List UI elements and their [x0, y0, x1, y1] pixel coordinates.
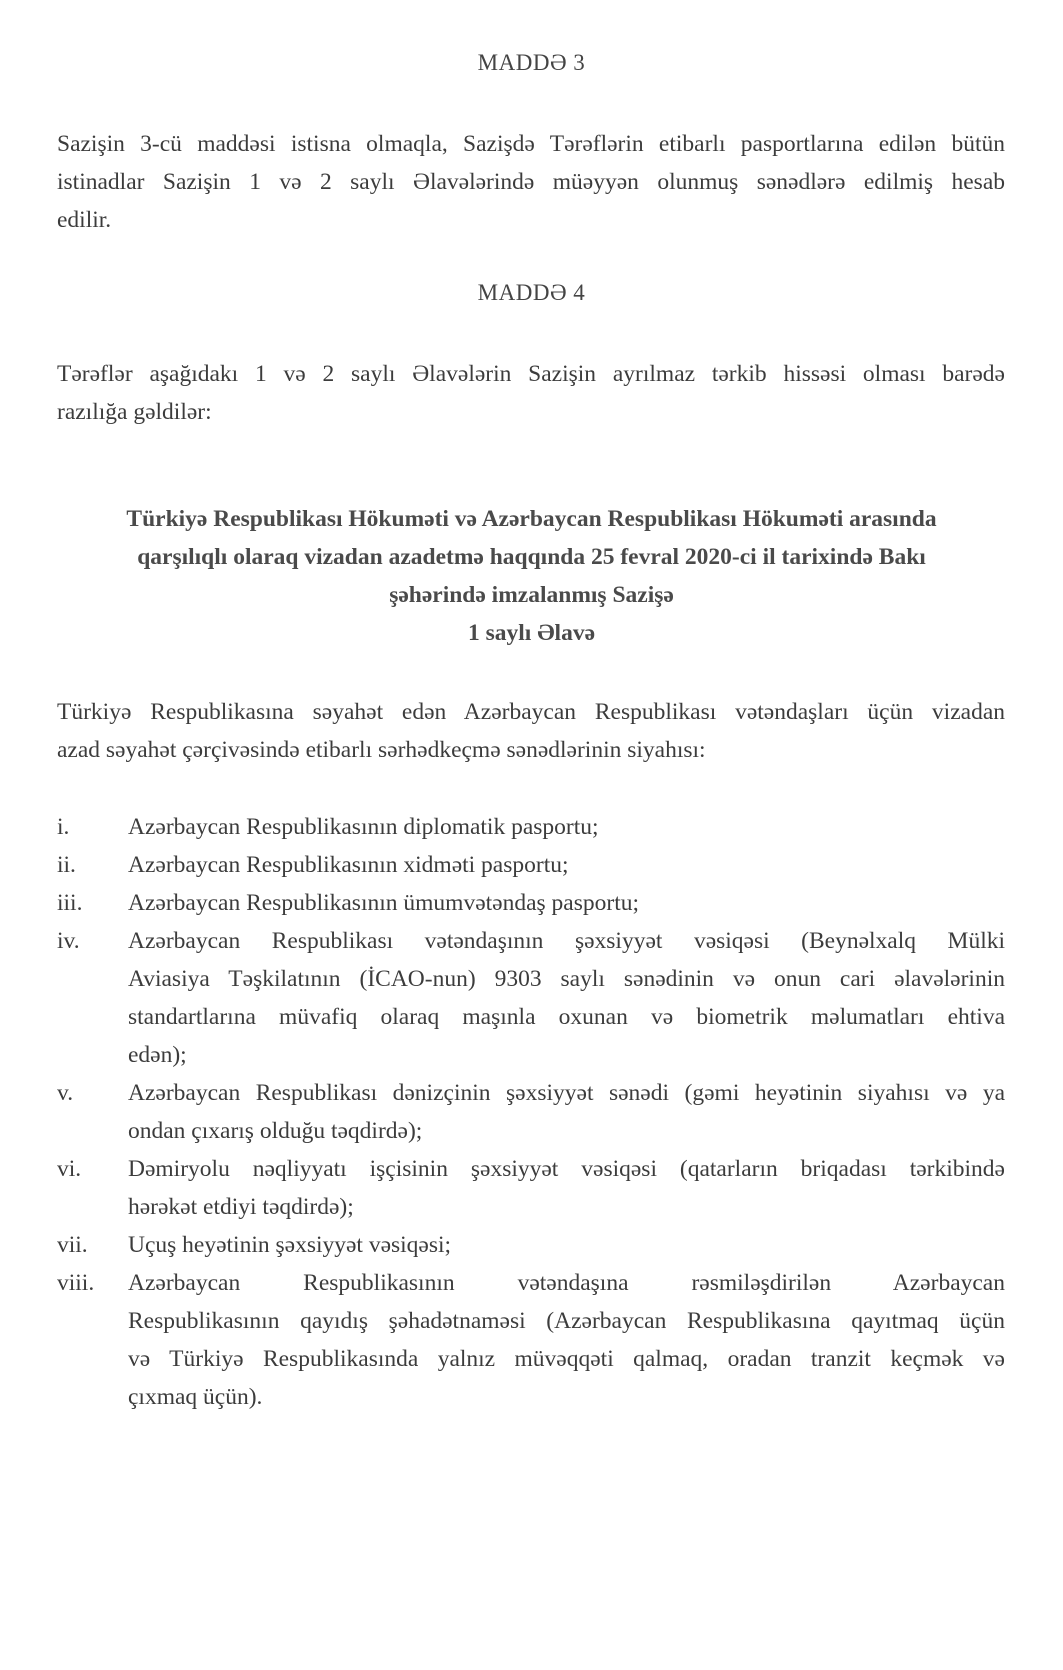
list-item-number: iv.	[57, 928, 80, 954]
paragraph-line: Tərəflər aşağıdakı 1 və 2 saylı Əlavələrin Sazişin ayrılmaz tərkib hissəsi olması barədə	[57, 361, 1005, 387]
article-3-paragraph	[57, 125, 1005, 239]
list-item-text: çıxmaq üçün).	[128, 1384, 263, 1410]
list-item-text: Respublikasının qayıdış şəhadətnaməsi (Azərbaycan Respublikasına qayıtmaq üçün	[128, 1308, 1005, 1334]
paragraph-line: Türkiyə Respublikasına səyahət edən Azərbaycan Respublikası vətəndaşları üçün vizadan	[57, 699, 1005, 725]
article-4-heading: MADDƏ 4	[477, 280, 586, 305]
list-item-number: vi.	[57, 1156, 82, 1182]
list-item-text: standartlarına müvafiq olaraq maşınla oxunan və biometrik məlumatları ehtiva	[128, 1004, 1005, 1030]
list-item-number: v.	[57, 1080, 74, 1106]
list-item-text: Azərbaycan Respublikasının ümumvətəndaş pasportu;	[128, 890, 639, 916]
list-item-text: Uçuş heyətinin şəxsiyyət vəsiqəsi;	[128, 1232, 452, 1258]
list-item-text: Azərbaycan Respublikası dənizçinin şəxsiyyət sənədi (gəmi heyətinin siyahısı və ya	[128, 1080, 1005, 1106]
list-item-number: vii.	[57, 1232, 88, 1258]
list-item-text: ondan çıxarış olduğu təqdirdə);	[128, 1118, 423, 1144]
list-item-number: ii.	[57, 852, 76, 878]
article-4-paragraph	[57, 355, 1005, 431]
list-item-text: Azərbaycan Respublikasının vətəndaşına rəsmiləşdirilən Azərbaycan	[128, 1270, 1005, 1296]
list-item-number: i.	[57, 814, 70, 840]
list-item-text: və Türkiyə Respublikasında yalnız müvəqqəti qalmaq, oradan tranzit keçmək və	[128, 1346, 1005, 1372]
paragraph-line: azad səyahət çərçivəsində etibarlı sərhədkeçmə sənədlərinin siyahısı:	[57, 737, 706, 763]
annex-title-line: qarşılıqlı olaraq vizadan azadetmə haqqında 25 fevral 2020-ci il tarixində Bakı	[137, 544, 926, 570]
paragraph-line: istinadlar Sazişin 1 və 2 saylı Əlavələrində müəyyən olunmuş sənədlərə edilmiş hesab	[57, 169, 1005, 195]
list-item-text: Azərbaycan Respublikasının xidməti pasportu;	[128, 852, 569, 878]
annex-title-line: 1 saylı Əlavə	[467, 620, 596, 646]
annex-title	[60, 500, 1003, 652]
list-item-text: Aviasiya Təşkilatının (İCAO-nun) 9303 saylı sənədinin və onun cari əlavələrinin	[128, 966, 1005, 992]
list-item-text: Azərbaycan Respublikasının diplomatik pasportu;	[128, 814, 599, 840]
annex-intro	[57, 693, 1005, 769]
paragraph-line: Sazişin 3-cü maddəsi istisna olmaqla, Sazişdə Tərəflərin etibarlı pasportlarına edilən bütün	[57, 131, 1005, 157]
paragraph-line: razılığa gəldilər:	[57, 399, 212, 425]
annex-title-line: Türkiyə Respublikası Hökuməti və Azərbaycan Respublikası Hökuməti arasında	[126, 506, 937, 532]
paragraph-line: edilir.	[57, 207, 112, 233]
list-item-text: Dəmiryolu nəqliyyatı işçisinin şəxsiyyət vəsiqəsi (qatarların briqadası tərkibində	[128, 1156, 1005, 1182]
list-item-number: viii.	[57, 1270, 95, 1296]
list-item-number: iii.	[57, 890, 83, 916]
list-item-text: edən);	[128, 1042, 187, 1068]
article-3-heading: MADDƏ 3	[477, 50, 586, 75]
annex-title-line: şəhərində imzalanmış Sazişə	[389, 582, 674, 608]
list-item-text: Azərbaycan Respublikası vətəndaşının şəxsiyyət vəsiqəsi (Beynəlxalq Mülki	[128, 928, 1005, 954]
list-item-text: hərəkət etdiyi təqdirdə);	[128, 1194, 354, 1220]
